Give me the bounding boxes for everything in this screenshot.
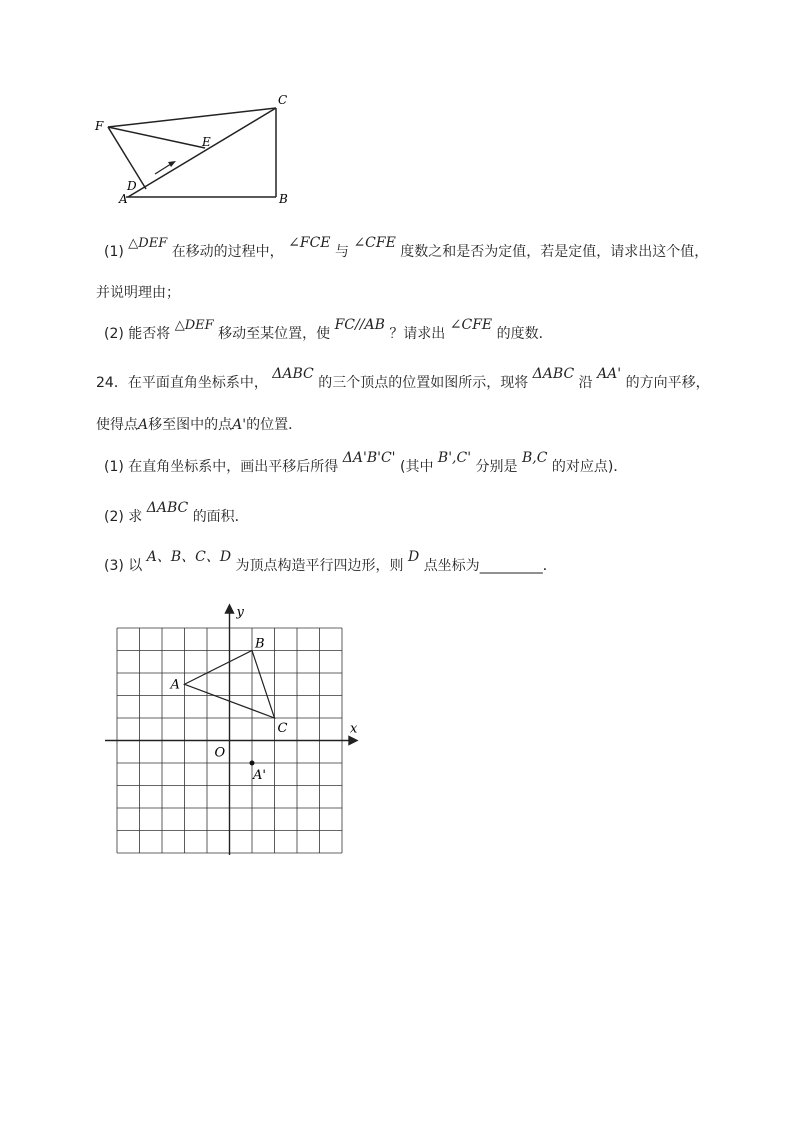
q24-intro-line1 — [96, 366, 710, 392]
q24-intro2-t1: 使得点 — [96, 417, 138, 433]
q23-part1-angle2: ∠CFE — [353, 235, 396, 251]
q24-part2-t1: 求 — [128, 509, 143, 525]
q24-intro2-t2: 移至图中的点 — [148, 417, 233, 433]
vertex-c-label: C — [277, 721, 288, 736]
q24-part1-t1: 在直角坐标系中，画出平移后所得 — [128, 459, 339, 475]
q24-intro-t2: 沿 — [578, 375, 593, 391]
q23-part1-num: (1) — [104, 244, 124, 260]
q23-part2-t3: ？请求出 — [389, 326, 446, 342]
q24-intro2-pt: A — [138, 417, 149, 433]
answer-blank[interactable]: _________ — [479, 558, 543, 574]
q24-part1-pts2: B,C — [521, 450, 548, 466]
point-a-prime — [250, 761, 255, 766]
label-a: A — [119, 192, 128, 206]
q23-part1-line2: 并说明理由； — [96, 285, 180, 301]
q24-part3-pts: A、B、C、D — [146, 549, 232, 565]
point-a-prime-label: A' — [253, 768, 266, 783]
q23-part1-line1 — [104, 235, 709, 262]
q24-part3-num: (3) — [104, 558, 124, 574]
q24-tri2: ΔABC — [532, 366, 575, 382]
q23-part2-cond: FC//AB — [334, 317, 385, 333]
q24-part3-end: ． — [542, 558, 557, 574]
q24-part3-d: D — [408, 549, 420, 565]
label-d: D — [127, 179, 137, 193]
label-b: B — [279, 192, 288, 206]
q24-part1 — [104, 450, 628, 476]
q24-part3-t2: 为顶点构造平行四边形，则 — [235, 558, 404, 574]
q24-part2-num: (2) — [104, 509, 124, 525]
y-axis-arrow — [226, 605, 234, 613]
x-axis-label: x — [350, 721, 358, 737]
vertex-b-label: B — [255, 636, 265, 652]
q24-part1-tri: ΔA'B'C' — [342, 450, 396, 466]
coordinate-grid — [100, 600, 370, 860]
origin-label: O — [214, 745, 226, 761]
label-f: F — [95, 119, 104, 133]
q24-part3 — [104, 549, 557, 575]
q23-part1-tri: △DEF — [128, 236, 168, 251]
q23-part2-t4: 的度数． — [496, 326, 553, 342]
q24-intro-t1: 的三个顶点的位置如图所示，现将 — [318, 375, 529, 391]
q23-part2-num: (2) — [104, 326, 124, 342]
q24-part1-t2: (其中 — [399, 459, 434, 475]
y-axis-label: y — [236, 605, 244, 620]
q23-part2-t1: 能否将 — [128, 326, 171, 342]
q23-part1-t2: 与 — [334, 244, 349, 260]
label-c: C — [278, 93, 288, 107]
q24-part1-t4: 的对应点)． — [551, 459, 628, 475]
q24-part3-t3: 点坐标为 — [423, 558, 480, 574]
q24-part2 — [104, 500, 249, 526]
x-axis-arrow — [349, 737, 357, 745]
q24-part1-num: (1) — [104, 459, 124, 475]
q23-part1-t1: 在移动的过程中， — [171, 244, 284, 260]
label-e: E — [202, 135, 211, 149]
q23-part2-tri: △DEF — [174, 318, 214, 333]
q24-intro2-t3: 的位置． — [246, 417, 303, 433]
q24-part3-t1: 以 — [128, 558, 143, 574]
q24-intro2-pt2: A' — [232, 417, 247, 433]
q23-part2-angle: ∠CFE — [449, 317, 493, 333]
q23-part2 — [104, 317, 553, 344]
q24-seg: AA' — [597, 366, 622, 382]
q24-num-text: 24．在平面直角坐标系中， — [96, 375, 268, 391]
q24-part1-t3: 分别是 — [475, 459, 518, 475]
q23-part2-t2: 移动至某位置，使 — [218, 326, 331, 342]
q24-part1-pts: B',C' — [437, 450, 472, 466]
q24-part2-t2: 的面积． — [192, 509, 249, 525]
q24-intro-t3: 的方向平移， — [625, 375, 710, 391]
q23-part1-angle1: ∠FCE — [288, 235, 331, 251]
geometry-figure-def — [88, 88, 298, 213]
q23-part1-t3: 度数之和是否为定值，若是定值，请求出这个值， — [400, 244, 709, 260]
q24-intro-line2 — [96, 416, 302, 434]
q24-tri1: ΔABC — [272, 366, 314, 382]
q24-part2-tri: ΔABC — [146, 500, 189, 516]
vertex-a-label: A — [170, 677, 180, 693]
